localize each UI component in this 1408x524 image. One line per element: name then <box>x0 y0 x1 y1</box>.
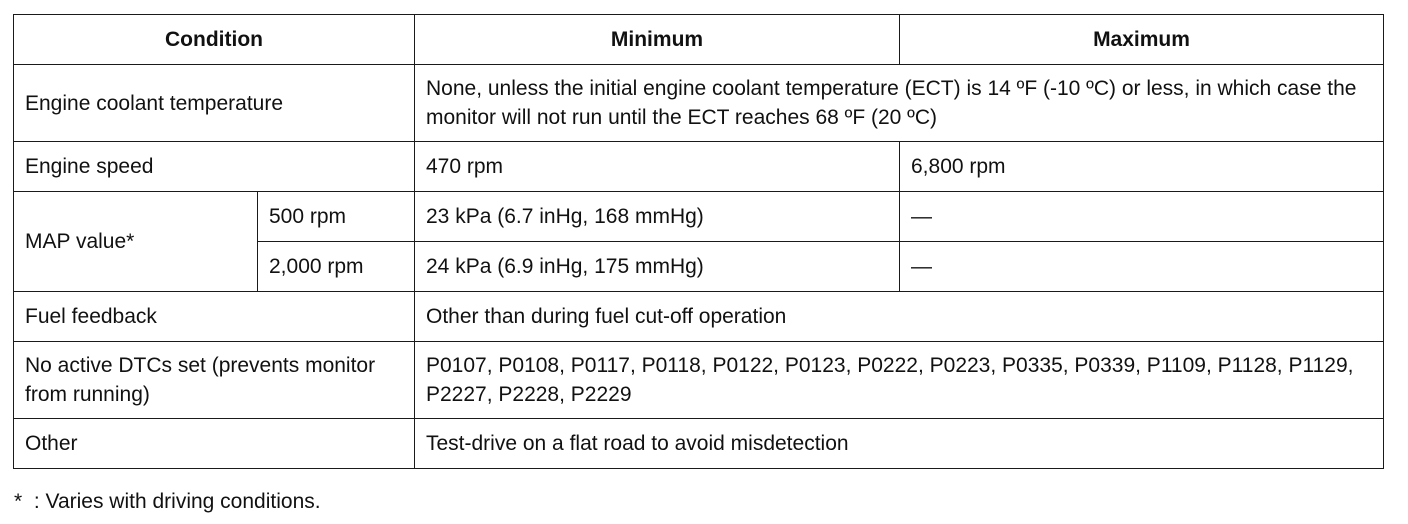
cell-map-2000-maximum: — <box>900 242 1384 292</box>
header-minimum: Minimum <box>415 15 900 65</box>
cell-fuel-feedback-condition: Fuel feedback <box>14 292 415 342</box>
table-row-fuel-feedback <box>14 292 1384 342</box>
cell-fuel-feedback-value: Other than during fuel cut-off operation <box>415 292 1384 342</box>
cell-other-condition: Other <box>14 419 415 469</box>
cell-map-500-maximum: — <box>900 192 1384 242</box>
table-row-dtcs <box>14 342 1384 419</box>
table-row-ect <box>14 65 1384 142</box>
table-row-engine-speed <box>14 142 1384 192</box>
header-condition: Condition <box>14 15 415 65</box>
cell-other-value: Test-drive on a flat road to avoid misdetection <box>415 419 1384 469</box>
cell-ect-value: None, unless the initial engine coolant temperature (ECT) is 14 ºF (-10 ºC) or less, in which case the monitor will not run until the ECT reaches 68 ºF (20 ºC) <box>415 65 1384 142</box>
cell-map-2000-minimum: 24 kPa (6.9 inHg, 175 mmHg) <box>415 242 900 292</box>
table-row-map-500 <box>14 192 1384 242</box>
cell-ect-condition: Engine coolant temperature <box>14 65 415 142</box>
cell-dtcs-value: P0107, P0108, P0117, P0118, P0122, P0123, P0222, P0223, P0335, P0339, P1109, P1128, P1129, P2227, P2228, P2229 <box>415 342 1384 419</box>
cell-dtcs-condition: No active DTCs set (prevents monitor from running) <box>14 342 415 419</box>
cell-map-500-rpm: 500 rpm <box>258 192 415 242</box>
table-row-other <box>14 419 1384 469</box>
cell-engine-speed-condition: Engine speed <box>14 142 415 192</box>
cell-engine-speed-maximum: 6,800 rpm <box>900 142 1384 192</box>
footnote: * : Varies with driving conditions. <box>14 490 321 513</box>
cell-map-2000-rpm: 2,000 rpm <box>258 242 415 292</box>
conditions-table <box>13 14 1384 469</box>
header-row <box>14 15 1384 65</box>
cell-engine-speed-minimum: 470 rpm <box>415 142 900 192</box>
cell-map-condition: MAP value* <box>14 192 258 292</box>
header-maximum: Maximum <box>900 15 1384 65</box>
cell-map-500-minimum: 23 kPa (6.7 inHg, 168 mmHg) <box>415 192 900 242</box>
